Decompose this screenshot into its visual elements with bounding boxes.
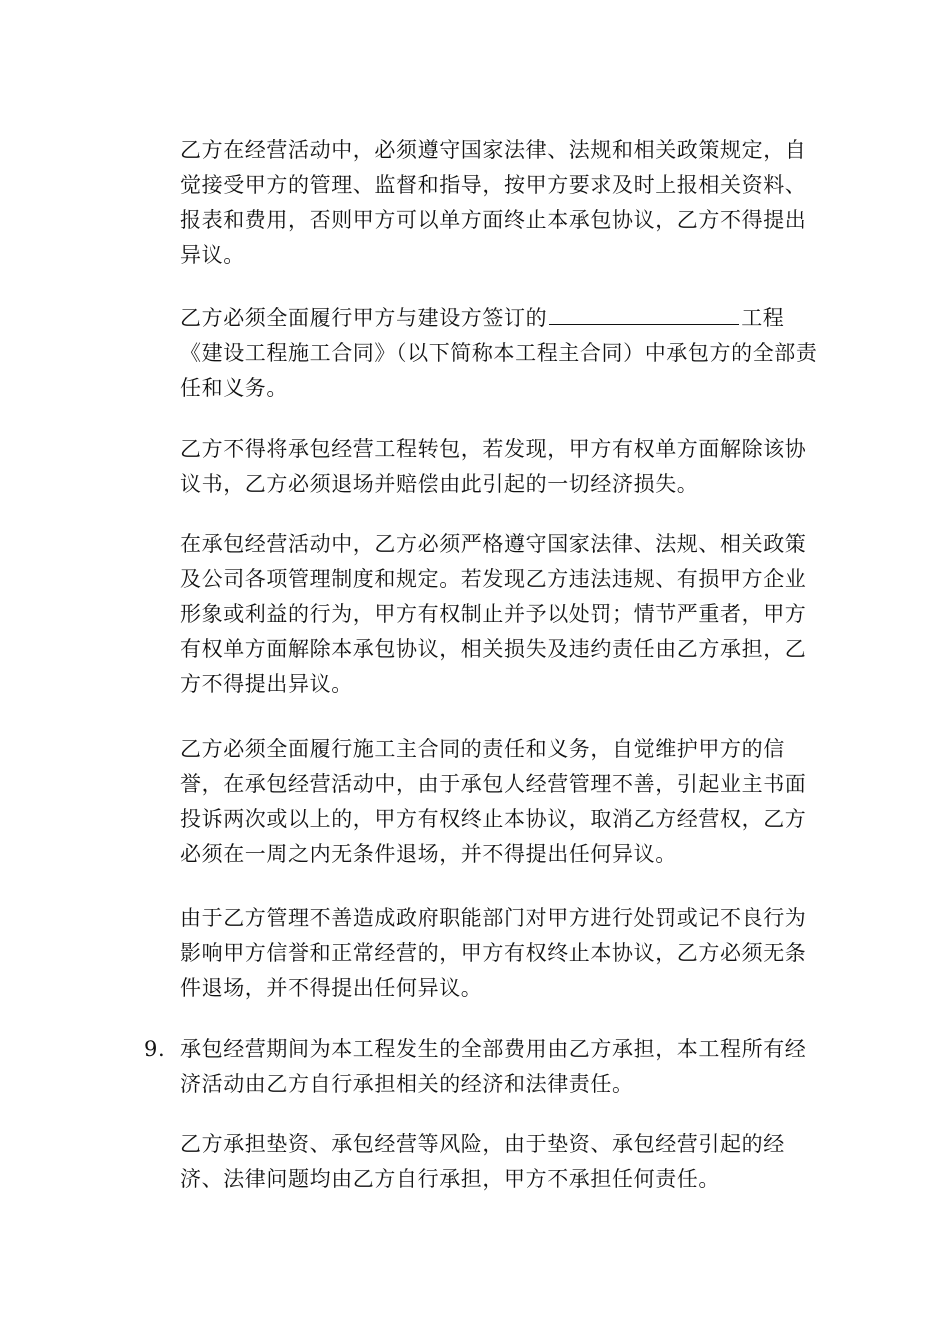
clause-9 — [144, 1032, 820, 1102]
clause-4 — [180, 527, 820, 702]
clause-text: 承包经营期间为本工程发生的全部费用由乙方承担，本工程所有经济活动由乙方自行承担相关的经济和法律责任。 — [180, 1037, 807, 1096]
clause-text: 由于乙方管理不善造成政府职能部门对甲方进行处罚或记不良行为影响甲方信誉和正常经营的，甲方有权终止本协议，乙方必须无条件退场，并不得提出任何异议。 — [180, 906, 807, 1000]
clause-10 — [180, 1127, 820, 1197]
clause-5 — [180, 732, 820, 872]
clause-2 — [180, 301, 820, 406]
clause-text: 在承包经营活动中，乙方必须严格遵守国家法律、法规、相关政策及公司各项管理制度和规定。若发现乙方违法违规、有损甲方企业形象或利益的行为，甲方有权制止并予以处罚；情节严重者，甲方有权单方面解除本承包协议，相关损失及违约责任由乙方承担，乙方不得提出异议。 — [180, 532, 807, 696]
clause-text-before-blank: 乙方必须全面履行甲方与建设方签订的 — [180, 306, 548, 330]
clause-text: 乙方在经营活动中，必须遵守国家法律、法规和相关政策规定，自觉接受甲方的管理、监督和指导，按甲方要求及时上报相关资料、报表和费用，否则甲方可以单方面终止本承包协议，乙方不得提出异议。 — [180, 138, 807, 267]
clause-text: 乙方承担垫资、承包经营等风险，由于垫资、承包经营引起的经济、法律问题均由乙方自行承担，甲方不承担任何责任。 — [180, 1132, 785, 1191]
clause-text — [180, 301, 820, 406]
clause-text: 乙方不得将承包经营工程转包，若发现，甲方有权单方面解除该协议书，乙方必须退场并赔偿由此引起的一切经济损失。 — [180, 437, 807, 496]
clause-1 — [180, 133, 820, 273]
clause-text-after-blank: 工程《建设工程施工合同》（以下简称本工程主合同）中承包方的全部责任和义务。 — [180, 306, 818, 400]
clause-6 — [180, 901, 820, 1006]
clause-text: 乙方必须全面履行施工主合同的责任和义务，自觉维护甲方的信誉，在承包经营活动中，由于承包人经营管理不善，引起业主书面投诉两次或以上的，甲方有权终止本协议，取消乙方经营权，乙方必须在一周之内无条件退场，并不得提出任何异议。 — [180, 737, 807, 866]
fill-in-blank-line — [549, 302, 739, 325]
clause-3 — [180, 432, 820, 502]
clause-number: 9. — [144, 1037, 166, 1061]
